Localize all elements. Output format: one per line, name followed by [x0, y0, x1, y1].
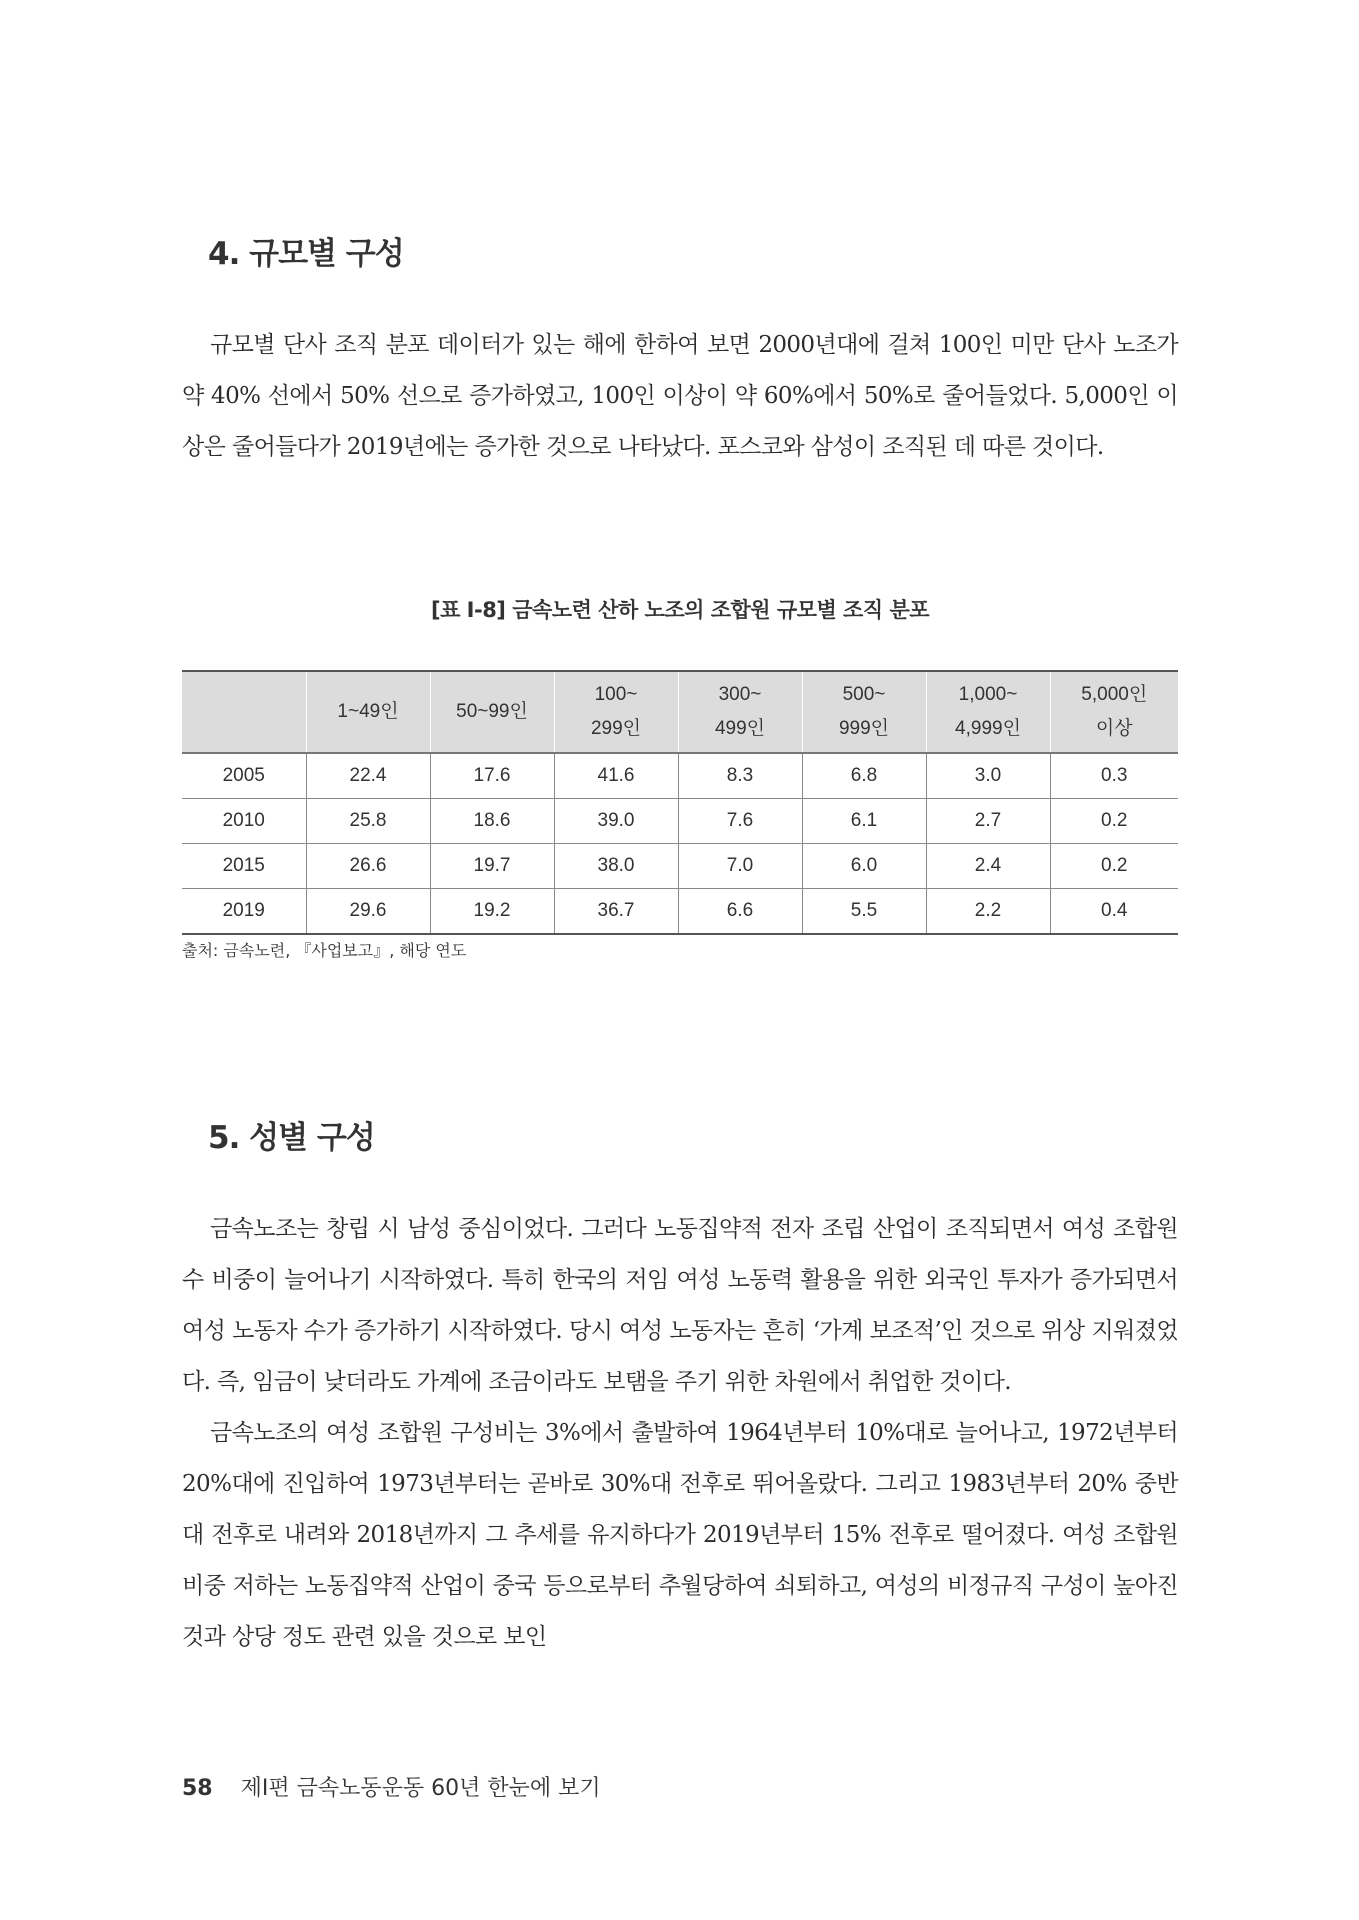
header-cell-500-999: 500~ 999인 [802, 671, 926, 753]
value-cell: 18.6 [430, 799, 554, 844]
value-cell: 6.0 [802, 844, 926, 889]
value-cell: 41.6 [554, 753, 678, 799]
header-cell-5000-plus: 5,000인 이상 [1050, 671, 1178, 753]
value-cell: 38.0 [554, 844, 678, 889]
table-row [182, 799, 1178, 844]
value-cell: 6.6 [678, 889, 802, 935]
section-4-body [182, 320, 1178, 473]
header-corner-cell [182, 671, 306, 753]
value-cell: 0.4 [1050, 889, 1178, 935]
size-distribution-table [182, 670, 1178, 935]
header-cell-50-99: 50~99인 [430, 671, 554, 753]
value-cell: 7.6 [678, 799, 802, 844]
value-cell: 36.7 [554, 889, 678, 935]
table-source-note: 출처: 금속노련, 『사업보고』, 해당 연도 [182, 941, 467, 960]
table-title: [표 Ⅰ-8] 금속노련 산하 노조의 조합원 규모별 조직 분포 [430, 598, 930, 622]
value-cell: 8.3 [678, 753, 802, 799]
value-cell: 2.4 [926, 844, 1050, 889]
year-cell: 2010 [222, 810, 265, 831]
header-cell-1000-4999: 1,000~ 4,999인 [926, 671, 1050, 753]
value-cell: 0.2 [1050, 799, 1178, 844]
value-cell: 17.6 [430, 753, 554, 799]
page-number: 58 [182, 1776, 213, 1801]
value-cell: 26.6 [306, 844, 430, 889]
value-cell: 19.2 [430, 889, 554, 935]
value-cell: 29.6 [306, 889, 430, 935]
section-5-body [182, 1204, 1178, 1663]
value-cell: 6.8 [802, 753, 926, 799]
value-cell: 2.7 [926, 799, 1050, 844]
section-5-paragraph-1: 금속노조는 창립 시 남성 중심이었다. 그러다 노동집약적 전자 조립 산업이 조직되면서 여성 조합원 수 비중이 늘어나기 시작하였다. 특히 한국의 저임 여성 노동력 활용을 위한 외국인 투자가 증가되면서 여성 노동자 수가 증가하기 시작하였다. 당시 여성 노동자는 흔히 ‘가계 보조적’인 것으로 위상 지워졌었다. 즉, 임금이 낮더라도 가계에 조금이라도 보탬을 주기 위한 차원에서 취업한 것이다. [182, 1216, 1178, 1395]
section-5-paragraph-2: 금속노조의 여성 조합원 구성비는 3%에서 출발하여 1964년부터 10%대로 늘어나고, 1972년부터 20%대에 진입하여 1973년부터는 곧바로 30%대 전후로 뛰어올랐다. 그리고 1983년부터 20% 중반대 전후로 내려와 2018년까지 그 추세를 유지하다가 2019년부터 15% 전후로 떨어졌다. 여성 조합원 비중 저하는 노동집약적 산업이 중국 등으로부터 추월당하여 쇠퇴하고, 여성의 비정규직 구성이 높아진 것과 상당 정도 관련 있을 것으로 보인 [182, 1420, 1178, 1650]
header-cell-1-49: 1~49인 [306, 671, 430, 753]
header-cell-100-299: 100~ 299인 [554, 671, 678, 753]
value-cell: 0.3 [1050, 753, 1178, 799]
part-title: 제Ⅰ편 금속노동운동 60년 한눈에 보기 [240, 1776, 601, 1801]
year-cell: 2019 [222, 900, 265, 921]
value-cell: 7.0 [678, 844, 802, 889]
table-row [182, 889, 1178, 935]
section-4-paragraph: 규모별 단사 조직 분포 데이터가 있는 해에 한하여 보면 2000년대에 걸쳐 100인 미만 단사 노조가 약 40% 선에서 50% 선으로 증가하였고, 100인 이상이 약 60%에서 50%로 줄어들었다. 5,000인 이상은 줄어들다가 2019년에는 증가한 것으로 나타났다. 포스코와 삼성이 조직된 데 따른 것이다. [182, 332, 1178, 460]
value-cell: 6.1 [802, 799, 926, 844]
table-row [182, 753, 1178, 799]
value-cell: 0.2 [1050, 844, 1178, 889]
value-cell: 2.2 [926, 889, 1050, 935]
value-cell: 19.7 [430, 844, 554, 889]
value-cell: 25.8 [306, 799, 430, 844]
page-footer [182, 1771, 601, 1802]
section-4-heading: 4. 규모별 구성 [208, 236, 404, 272]
year-cell: 2005 [222, 765, 265, 786]
value-cell: 22.4 [306, 753, 430, 799]
table-header-row [182, 671, 1178, 753]
section-5-heading: 5. 성별 구성 [208, 1120, 375, 1156]
table-row [182, 844, 1178, 889]
year-cell: 2015 [222, 855, 265, 876]
value-cell: 3.0 [926, 753, 1050, 799]
value-cell: 5.5 [802, 889, 926, 935]
value-cell: 39.0 [554, 799, 678, 844]
header-cell-300-499: 300~ 499인 [678, 671, 802, 753]
